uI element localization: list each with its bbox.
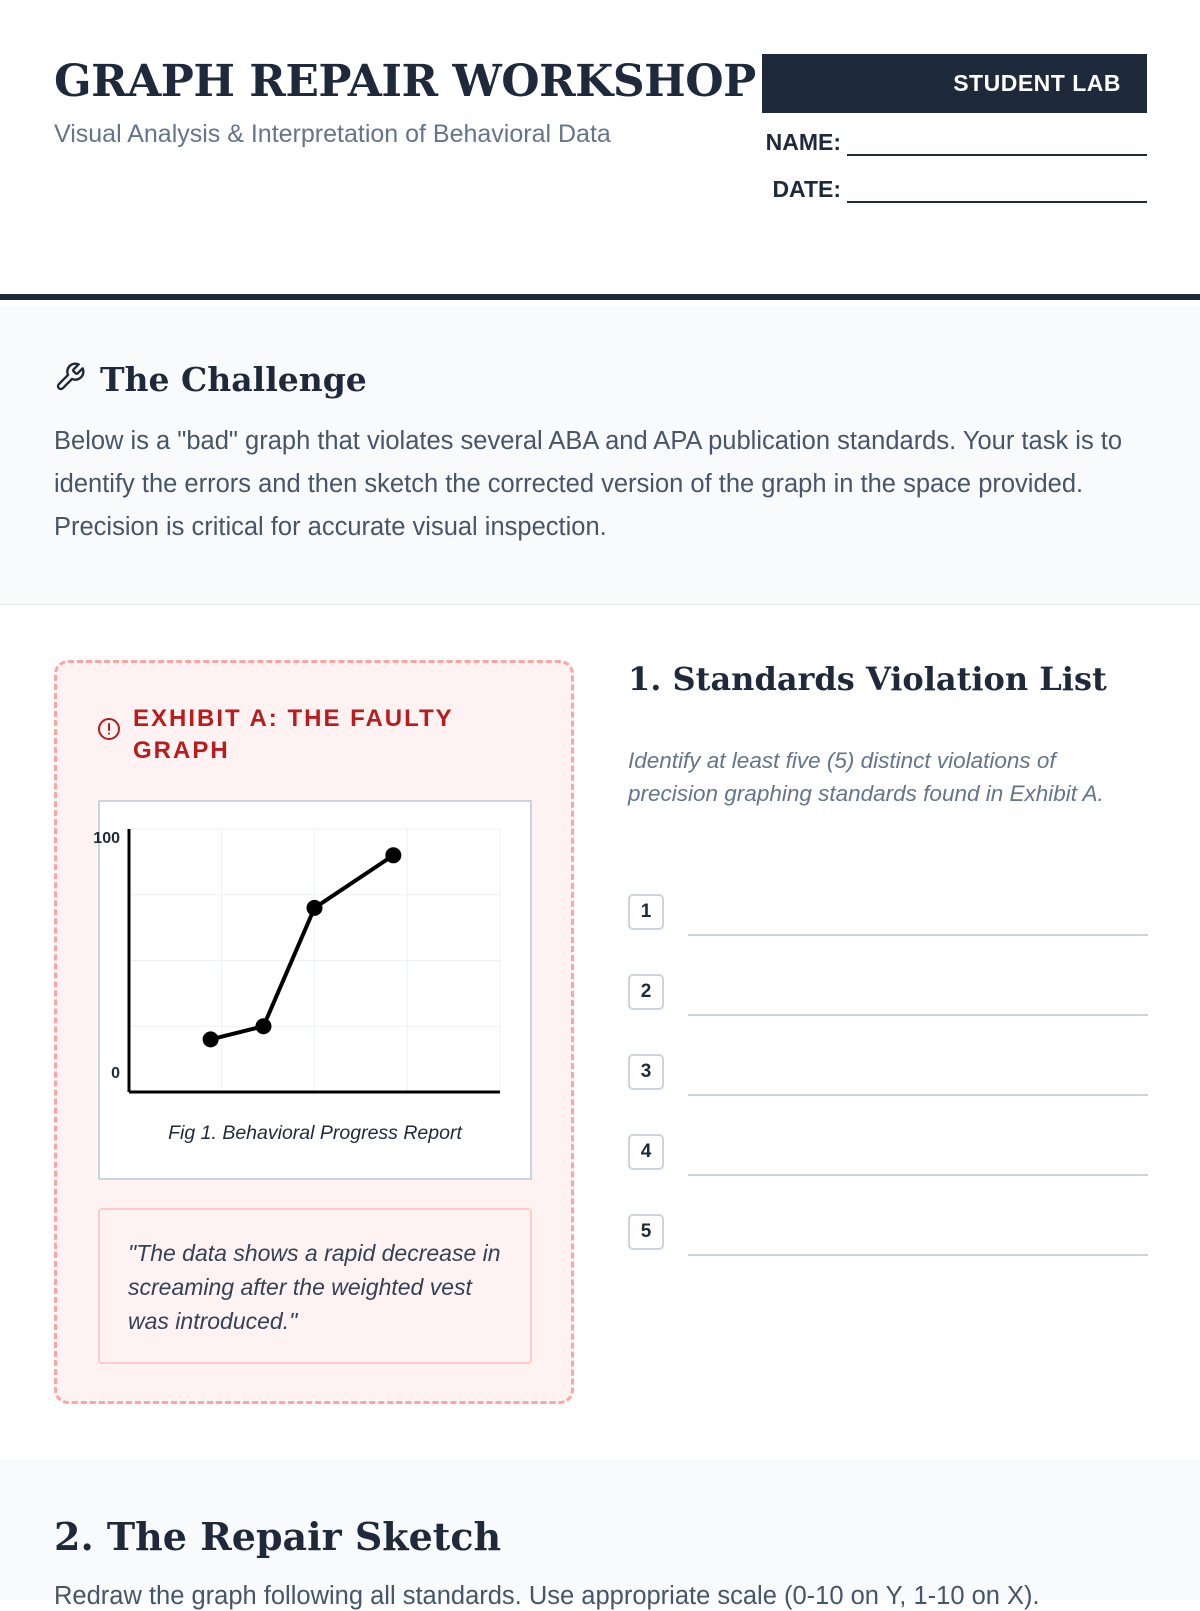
violation-answer-line[interactable] [688,1014,1148,1016]
violation-number: 1 [628,894,664,930]
worksheet-header [0,0,1200,300]
y-tick-label: 100 [93,830,120,847]
violation-answer-line[interactable] [688,1254,1148,1256]
faulty-graph-card [93,800,532,1180]
student-lab-badge: STUDENT LAB [762,54,1147,113]
exhibit-heading [97,703,517,767]
violation-row [628,894,1148,936]
violation-answer-line[interactable] [688,934,1148,936]
series-line [211,855,394,1039]
figure-caption: Fig 1. Behavioral Progress Report [168,1122,462,1144]
name-line[interactable] [847,154,1147,156]
violation-row [628,974,1148,1016]
challenge-heading [54,360,367,399]
challenge-section [0,306,1200,605]
violation-number: 2 [628,974,664,1010]
violations-instructions: Identify at least five (5) distinct violations of precision graphing standards found in Exhibit A. [628,748,1104,806]
date-field[interactable] [762,173,1147,205]
repair-section [0,1460,1200,1610]
violations-title: 1. Standards Violation List [628,660,1107,698]
alert-circle-icon [97,717,121,746]
challenge-text: Below is a "bad" graph that violates several ABA and APA publication standards. Your task is to identify the errors and then sketch the corrected version of the graph in the space provided. Precision is critical for accurate visual inspection. [54,427,1123,541]
repair-instructions: Redraw the graph following all standards. Use appropriate scale (0-10 on Y, 1-10 on X). [54,1582,1040,1610]
violation-number: 4 [628,1134,664,1170]
challenge-title: The Challenge [100,360,367,399]
data-point [255,1018,271,1034]
date-label: DATE: [772,176,841,202]
violations-section [628,660,1148,1242]
name-label: NAME: [765,129,841,155]
violation-answer-line[interactable] [688,1174,1148,1176]
data-point [307,900,323,916]
violation-row [628,1054,1148,1096]
interpretation-quote: "The data shows a rapid decrease in screaming after the weighted vest was introduced." [98,1208,532,1364]
y-tick-label: 0 [111,1065,120,1082]
faulty-graph [93,802,530,1112]
violation-number: 3 [628,1054,664,1090]
repair-title: 2. The Repair Sketch [54,1514,502,1559]
page-subtitle: Visual Analysis & Interpretation of Behavioral Data [54,120,611,148]
violation-number: 5 [628,1214,664,1250]
violation-row [628,1134,1148,1176]
violation-answer-line[interactable] [688,1094,1148,1096]
data-point [385,847,401,863]
data-point [203,1031,219,1047]
page-title: GRAPH REPAIR WORKSHOP [54,56,756,107]
exhibit-a-panel [54,660,574,1404]
violation-row [628,1214,1148,1256]
date-line[interactable] [847,201,1147,203]
wrench-icon [54,361,86,398]
name-field[interactable] [762,126,1147,158]
exhibit-title: EXHIBIT A: THE FAULTY GRAPH [133,705,454,764]
